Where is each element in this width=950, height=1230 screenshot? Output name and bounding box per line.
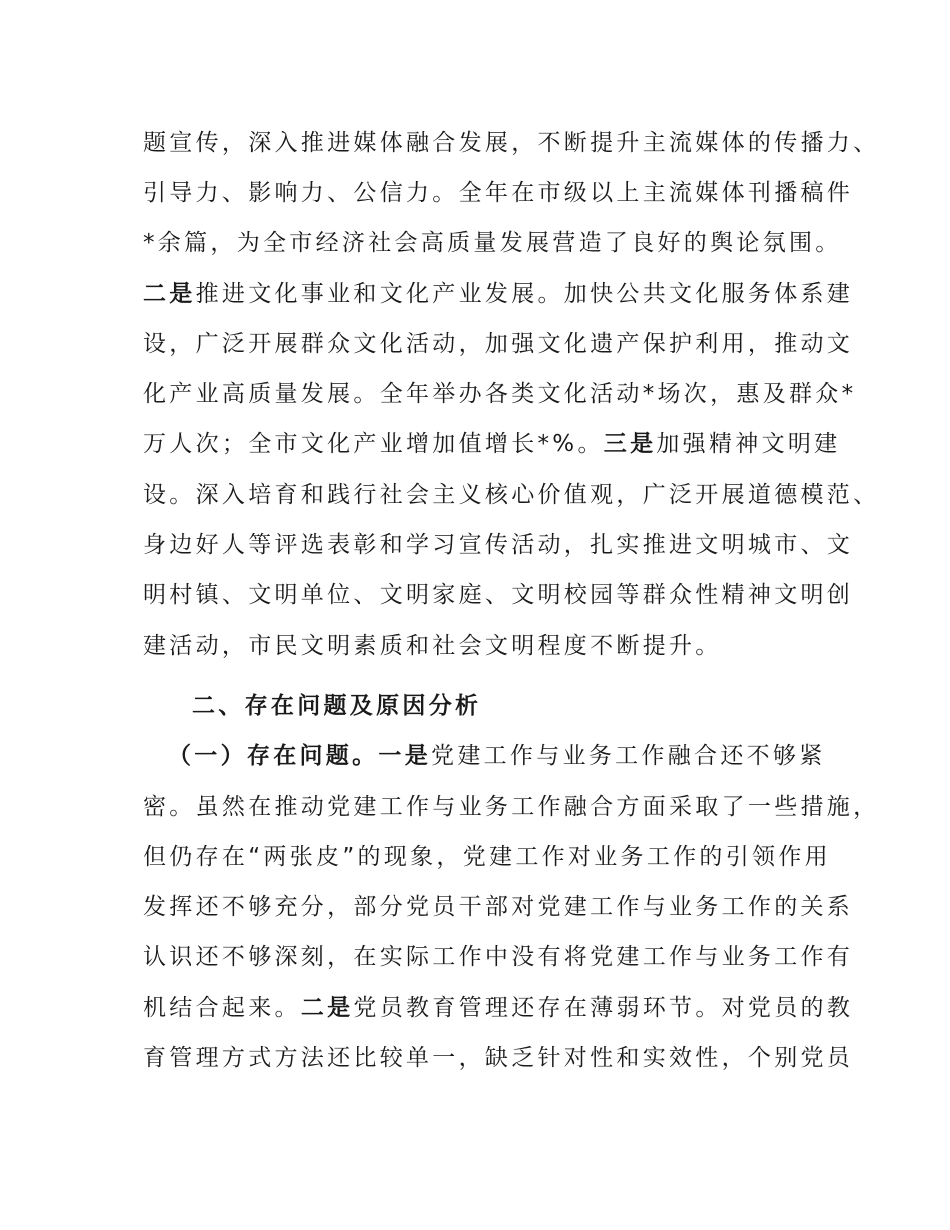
text-line: [143, 992, 854, 1024]
text-line: [143, 529, 854, 561]
text-line: [143, 227, 842, 259]
bold-text: （一）存在问题。: [168, 743, 379, 769]
bold-text: 三是: [603, 431, 657, 457]
text-line: [143, 378, 857, 410]
text-line: [143, 479, 880, 511]
text-run: 机结合起来。: [143, 995, 301, 1021]
text-line: [143, 177, 854, 209]
text-line: [143, 278, 854, 310]
text-run: 设，广泛开展群众文化活动，加强文化遗产保护利用，推动文: [143, 331, 854, 357]
text-line: [143, 428, 841, 460]
text-run: 引导力、影响力、公信力。全年在市级以上主流媒体刊播稿件: [143, 180, 854, 206]
text-line: [143, 630, 823, 662]
text-run: 认识还不够深刻，在实际工作中没有将党建工作与业务工作有: [143, 944, 854, 970]
text-run: 党建工作与业务工作融合还不够紧: [431, 743, 826, 769]
text-line: [143, 579, 854, 611]
text-run: 推进文化事业和文化产业发展。加快公共文化服务体系建: [195, 281, 854, 307]
text-line: [168, 740, 848, 772]
text-line: [143, 328, 854, 360]
text-run: *余篇，为全市经济社会高质量发展营造了良好的舆论氛围。: [143, 230, 842, 256]
text-line: [143, 127, 880, 159]
text-run: 万人次；全市文化产业增加值增长*%。: [143, 431, 604, 457]
text-run: 密。虽然在推动党建工作与业务工作融合方面采取了一些措施，: [143, 794, 880, 820]
text-run: 党员教育管理还存在薄弱环节。对党员的教: [353, 995, 854, 1021]
text-run: 化产业高质量发展。全年举办各类文化活动*场次，惠及群众*: [143, 381, 857, 407]
text-line: [143, 941, 854, 973]
bold-text: 二是: [300, 995, 354, 1021]
text-run: 建活动，市民文明素质和社会文明程度不断提升。: [143, 633, 722, 659]
text-run: 题宣传，深入推进媒体融合发展，不断提升主流媒体的传播力、: [143, 130, 880, 156]
bold-text: 二是: [143, 281, 196, 307]
text-run: 育管理方式方法还比较单一，缺乏针对性和实效性，个别党员: [143, 1045, 854, 1071]
bold-text: 一是: [378, 743, 432, 769]
text-line: [143, 891, 854, 923]
bold-text: 二、存在问题及原因分析: [192, 693, 482, 719]
text-line: [143, 791, 880, 823]
section-heading: [192, 690, 872, 722]
text-run: 但仍存在“两张皮”的现象，党建工作对业务工作的引领作用: [143, 844, 831, 870]
text-run: 加强精神文明建: [656, 431, 841, 457]
text-run: 明村镇、文明单位、文明家庭、文明校园等群众性精神文明创: [143, 582, 854, 608]
text-line: [143, 1042, 854, 1074]
text-run: 设。深入培育和践行社会主义核心价值观，广泛开展道德模范、: [143, 482, 880, 508]
text-run: 发挥还不够充分，部分党员干部对党建工作与业务工作的关系: [143, 894, 854, 920]
text-run: 身边好人等评选表彰和学习宣传活动，扎实推进文明城市、文: [143, 532, 854, 558]
text-line: [143, 841, 831, 873]
